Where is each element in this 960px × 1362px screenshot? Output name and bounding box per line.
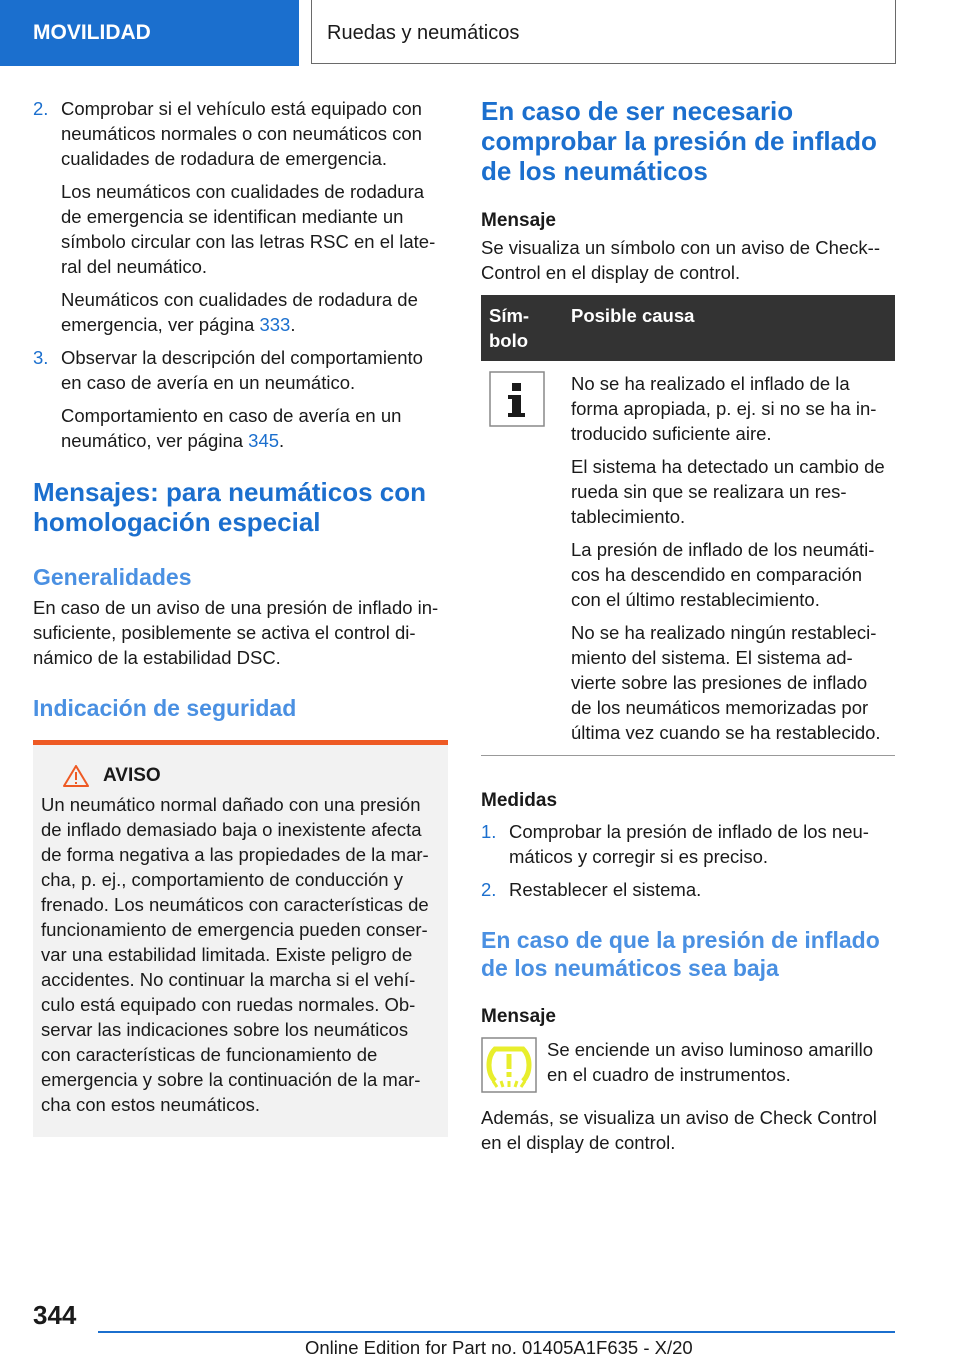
left-column [33,96,448,1137]
footer-divider [98,1331,895,1333]
measure-text: Restablecer el sistema. [509,879,702,900]
general-text: En caso de un aviso de una presión de inflado in‐suficiente, posiblemente se activa el control di‐námico de la estabilidad DSC. [33,597,439,668]
measure-number: 2. [481,879,497,900]
page-link-333[interactable]: 333 [259,314,291,335]
heading-check-pressure: En caso de ser necesario comprobar la presión de inflado de los neumáticos [481,96,877,186]
message-label: Mensaje [481,1006,556,1027]
heading-safety: Indicación de seguridad [33,695,297,721]
symbol-cell [481,361,563,756]
chapter-title: Ruedas y neumáticos [311,0,896,64]
step-number: 2. [33,98,49,119]
page-link-345[interactable]: 345 [248,430,280,451]
measure-number: 1. [481,821,497,842]
step-number: 3. [33,347,49,368]
table-header-symbol: Sím‐bolo [481,295,563,361]
right-column [481,96,895,1155]
warning-triangle-icon [63,765,89,787]
heading-low-pressure: En caso de que la presión de inflado de los neumáticos sea baja [481,927,880,981]
message-label: Mensaje [481,210,556,231]
page-header [0,0,960,66]
warning-text: Un neumático normal dañado con una presión de inflado demasiado baja o inexistente afecta de forma negativa a las propiedades de la mar‐cha, p. ej., comportamiento de conducción y frenado. Los neumáticos con características de funcionamiento de emergencia pueden conser‐var una estabilidad limitada. Existe peligro de accidentes. No continuar la marcha si el vehí‐culo está equipado con ruedas normales. Ob‐servar las indicaciones sobre los neumáticos con características de funcionamiento de emergencia y sobre la continuación de la mar‐cha con estos neumáticos. [41,794,429,1115]
heading-general: Generalidades [33,564,192,590]
table-row [481,361,895,756]
table-header-cause: Posible causa [563,295,895,361]
cause-text: La presión de inflado de los neumáti‐cos ha descendido en comparación con el último restablecimiento. [571,539,875,610]
cause-text: No se ha realizado el inflado de la forma apropiada, p. ej. si no se ha in‐troducido suficiente aire. [571,373,877,444]
step-note: Los neumáticos con cualidades de rodadura de emergencia se identifican mediante un símbolo circular con las letras RSC en el late‐ral del neumático. [61,181,436,277]
step-item [33,345,448,453]
measure-item [481,877,895,902]
indicator-row [481,1037,895,1093]
message-text: Además, se visualiza un aviso de Check Control en el display de control. [481,1107,877,1153]
cause-text: No se ha realizado ningún restableci‐miento del sistema. El sistema ad‐vierte sobre las presiones de inflado de los neumáticos memorizadas por última vez cuando se ha restablecido. [571,622,881,743]
measures-label: Medidas [481,790,558,811]
tire-pressure-warning-icon [481,1037,537,1093]
step-text: Observar la descripción del comportamiento en caso de avería en un neumático. [61,347,423,393]
step-reference: Neumáticos con cualidades de rodadura de emergencia, ver página 333. [61,289,418,335]
causes-table [481,295,895,756]
step-reference: Comportamiento en caso de avería en un neumático, ver página 345. [61,405,402,451]
warning-title [63,765,440,787]
warning-box [33,740,448,1137]
cause-cell [563,361,895,756]
warning-label: AVISO [103,765,161,786]
step-text: Comprobar si el vehículo está equipado con neumáticos normales o con neumáticos con cualidades de rodadura de emergencia. [61,98,422,169]
cause-text: El sistema ha detectado un cambio de rueda sin que se realizara un res‐tablecimiento. [571,456,885,527]
section-title: MOVILIDAD [0,0,299,66]
message-text: Se visualiza un símbolo con un aviso de Check-‐Control en el display de control. [481,237,880,283]
edition-note: Online Edition for Part no. 01405A1F635 - X/20 [305,1337,693,1358]
page-number: 344 [33,1300,77,1330]
measure-item [481,819,895,869]
measure-text: Comprobar la presión de inflado de los neu‐máticos y corregir si es preciso. [509,821,869,867]
step-item [33,96,448,337]
heading-messages: Mensajes: para neumáticos con homologación especial [33,477,427,537]
info-icon [489,371,545,427]
indicator-text: Se enciende un aviso luminoso amarillo en el cuadro de instrumentos. [547,1039,873,1085]
